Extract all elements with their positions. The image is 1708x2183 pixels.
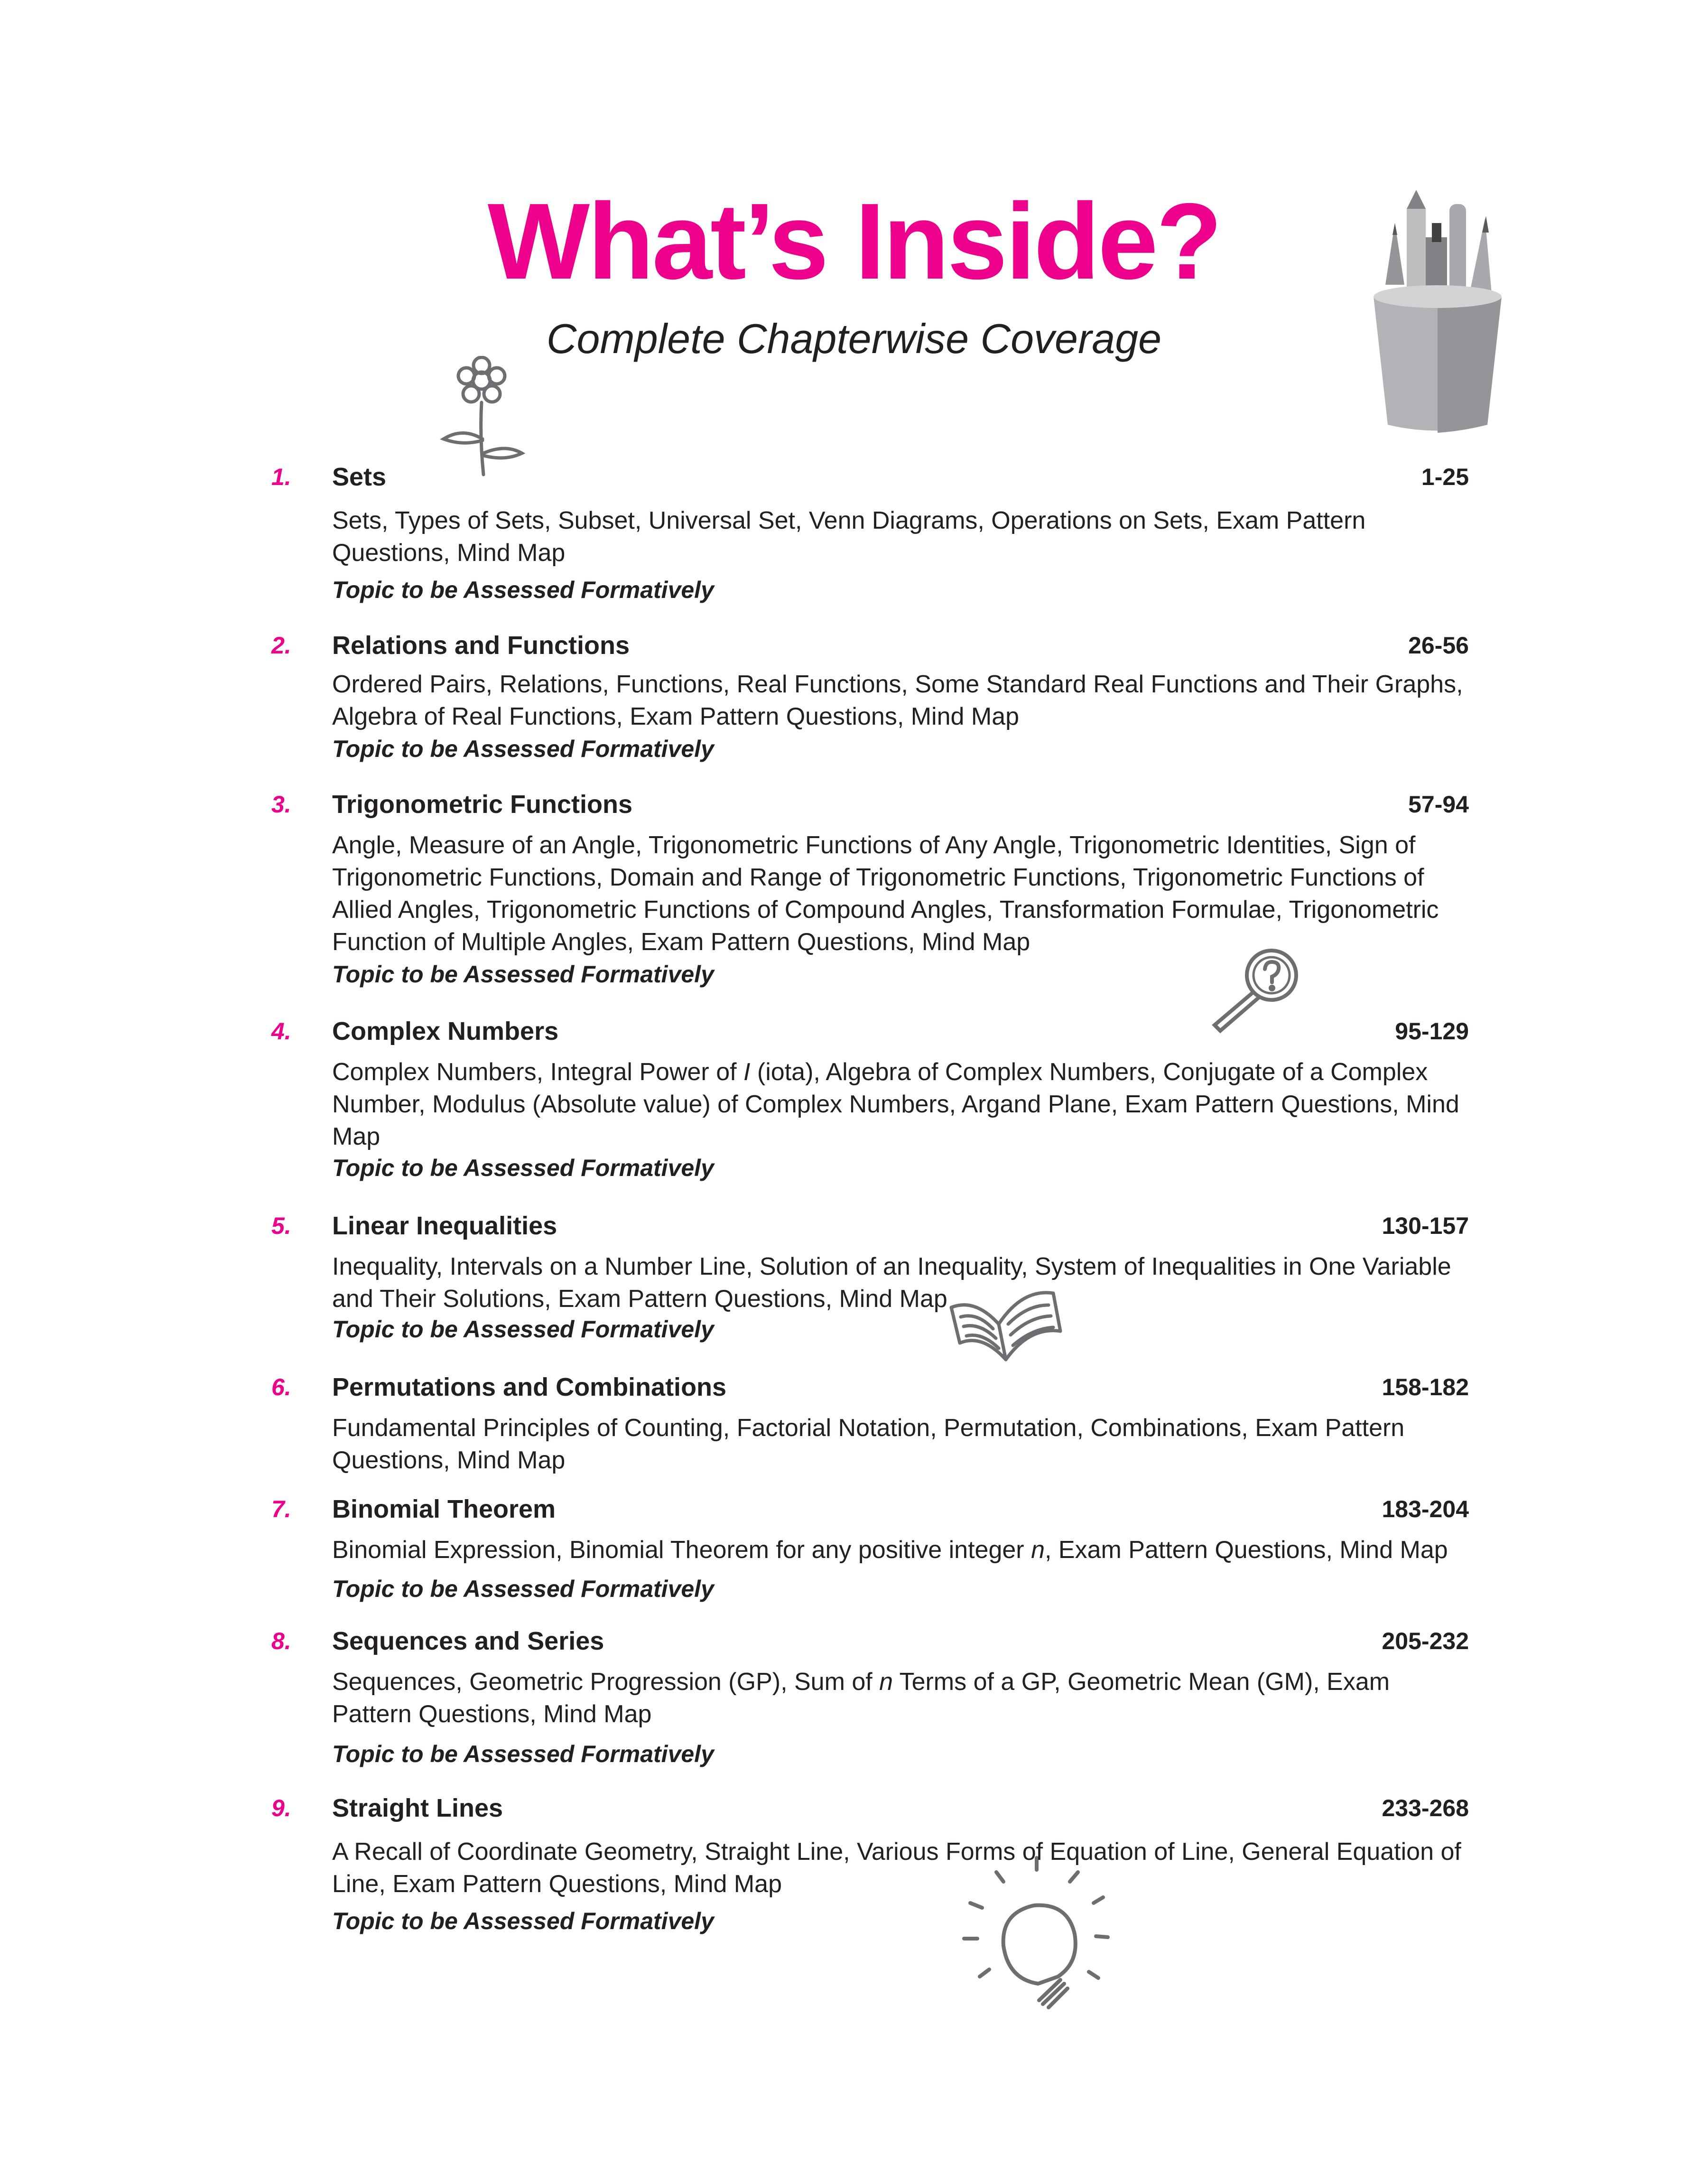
chapter-title[interactable]: Trigonometric Functions [332,790,633,819]
chapter-page-range: 95-129 [1395,1018,1469,1045]
chapter-number: 1. [271,464,291,490]
page-subtitle: Complete Chapterwise Coverage [546,315,1162,362]
chapter-number: 8. [271,1628,291,1654]
chapter-assessment-note: Topic to be Assessed Formatively [332,736,714,762]
chapter-page-range: 158-182 [1382,1374,1469,1400]
chapter-assessment-note: Topic to be Assessed Formatively [332,1741,714,1767]
chapter-title[interactable]: Relations and Functions [332,631,630,660]
chapter-number: 3. [271,791,291,818]
chapter-number: 2. [271,632,291,659]
page-title: What’s Inside? [487,181,1221,302]
chapter-assessment-note: Topic to be Assessed Formatively [332,1155,714,1181]
chapter-page-range: 233-268 [1382,1795,1469,1821]
chapter-title[interactable]: Sequences and Series [332,1627,604,1655]
chapter-page-range: 1-25 [1421,464,1469,490]
chapter-topics: Binomial Expression, Binomial Theorem for any positive integer n, Exam Pattern Questions, Mind Map [332,1536,1448,1564]
chapter-topics: Inequality, Intervals on a Number Line, Solution of an Inequality, System of Inequalities in One Variable and Their Solutions, Exam Pattern Questions, Mind Map [332,1253,1451,1313]
chapter-page-range: 183-204 [1382,1496,1469,1522]
magnifier-question-icon [1205,944,1309,1039]
chapter-topics: Ordered Pairs, Relations, Functions, Real Functions, Some Standard Real Functions and Their Graphs, Algebra of Real Functions, Exam Pattern Questions, Mind Map [332,671,1463,730]
chapter-topics: Angle, Measure of an Angle, Trigonometric Functions of Any Angle, Trigonometric Identities, Sign of Trigonometric Functions, Domain and Range of Trigonometric Functions, Trigonometric Functions of Allied Angles, Trigonometric Functions of Compound Angles, Transformation Formulae, Trigonometric Function of Multiple Angles, Exam Pattern Questions, Mind Map [332,831,1439,956]
chapter-page-range: 57-94 [1408,791,1469,818]
chapter-topics: Fundamental Principles of Counting, Factorial Notation, Permutation, Combinations, Exam Pattern Questions, Mind Map [332,1414,1405,1474]
chapter-number: 4. [271,1018,291,1045]
chapter-page-range: 26-56 [1408,632,1469,659]
chapter-title[interactable]: Linear Inequalities [332,1212,557,1240]
chapter-title[interactable]: Binomial Theorem [332,1495,556,1523]
chapter-title[interactable]: Permutations and Combinations [332,1373,727,1401]
chapter-title[interactable]: Sets [332,463,387,491]
chapter-title[interactable]: Straight Lines [332,1794,503,1822]
flower-icon [434,356,529,479]
chapter-assessment-note: Topic to be Assessed Formatively [332,577,714,603]
chapter-assessment-note: Topic to be Assessed Formatively [332,1908,714,1934]
chapter-page-range: 205-232 [1382,1628,1469,1654]
chapter-assessment-note: Topic to be Assessed Formatively [332,961,714,988]
chapter-topics: Sets, Types of Sets, Subset, Universal Set, Venn Diagrams, Operations on Sets, Exam Pattern Questions, Mind Map [332,507,1366,567]
pencil-cup-icon [1366,190,1509,437]
chapter-number: 6. [271,1374,291,1400]
chapter-topics: Complex Numbers, Integral Power of I (iota), Algebra of Complex Numbers, Conjugate of a Complex Number, Modulus (Absolute value) of Complex Numbers, Argand Plane, Exam Pattern Questions, Mind Map [332,1058,1459,1150]
chapter-assessment-note: Topic to be Assessed Formatively [332,1576,714,1602]
chapter-title[interactable]: Complex Numbers [332,1017,559,1045]
chapter-number: 7. [271,1496,291,1522]
chapter-assessment-note: Topic to be Assessed Formatively [332,1316,714,1343]
chapter-topics: A Recall of Coordinate Geometry, Straight Line, Various Forms of Equation of Line, General Equation of Line, Exam Pattern Questions, Mind Map [332,1838,1461,1898]
chapter-number: 9. [271,1795,291,1821]
chapter-page-range: 130-157 [1382,1213,1469,1239]
chapter-topics: Sequences, Geometric Progression (GP), Sum of n Terms of a GP, Geometric Mean (GM), Exam Pattern Questions, Mind Map [332,1668,1390,1728]
chapter-number: 5. [271,1213,291,1239]
